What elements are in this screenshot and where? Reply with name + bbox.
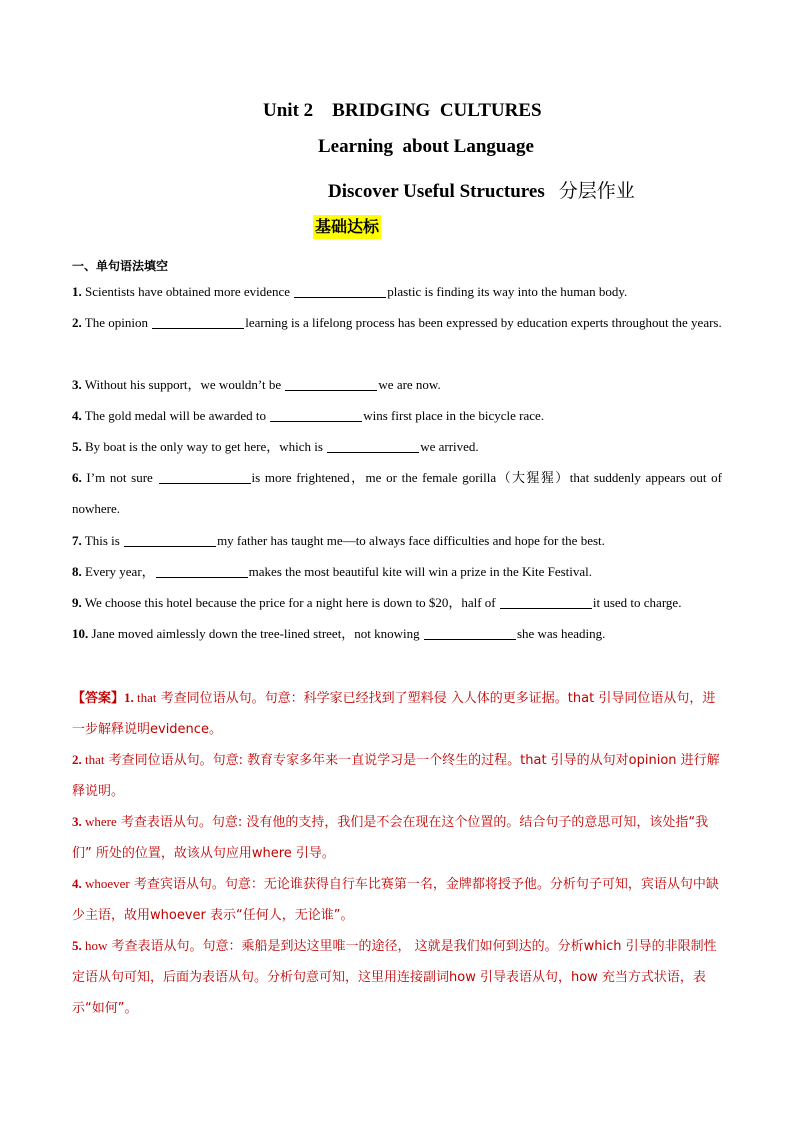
answer-blank[interactable] [270,408,362,422]
question-number: 5. [72,439,82,454]
answer-blank[interactable] [424,626,516,640]
question-text-after: plastic is finding its way into the human body. [387,284,628,299]
question-text-before: This is [81,533,124,548]
question-number: 3. [72,377,82,392]
question-item [72,307,722,338]
answer-blank[interactable] [156,564,248,578]
answer-number: 1. [124,690,134,705]
answer-number: 3. [72,814,82,829]
answer-number: 5. [72,938,82,953]
question-item [72,431,722,462]
answer-blank[interactable] [500,595,592,609]
answer-word: where [81,814,117,829]
question-text-before: Without his support，we wouldn’t be [81,377,285,392]
answer-word: that [133,690,157,705]
question-text-after: it used to charge. [592,595,682,610]
answer-blank[interactable] [159,470,251,484]
level-badge: 基础达标 [313,215,381,239]
question-number: 2. [72,315,82,330]
answer-explanation: 考查同位语从句。句意：科学家已经找到了塑料侵 入人体的更多证据。that 引导同位语从句，进一步解释说明evidence。 [72,691,716,737]
question-number: 10. [72,626,89,641]
question-number: 8. [72,564,82,579]
answer-blank[interactable] [294,284,386,298]
answer-word: that [81,752,105,767]
question-text-before: We choose this hotel because the price for a night here is down to $20，half of [81,595,499,610]
question-item [72,462,722,524]
question-text-after: is more frightened，me or the female gorilla（大猩猩）that suddenly appears out of nowhere. [72,470,722,516]
structure-title [328,176,635,203]
question-item [72,618,722,649]
question-number: 7. [72,533,82,548]
question-item [72,400,722,431]
unit-title: Unit 2 BRIDGING CULTURES [263,100,542,121]
question-text-after: we are now. [378,377,441,392]
assignment-label: 分层作业 [558,180,635,202]
answer-explanation: 考查宾语从句。句意：无论谁获得自行车比赛第一名，金牌都将授予他。分析句子可知，宾语从句中缺少主语，故用whoever 表示“任何人，无论谁”。 [72,877,719,923]
question-text-before: By boat is the only way to get here，which is [81,439,327,454]
question-number: 9. [72,595,82,610]
answer-blank[interactable] [327,439,419,453]
answer-item [72,682,722,745]
answer-item [72,868,722,931]
question-item [72,276,722,307]
question-text-after: my father has taught me—to always face difficulties and hope for the best. [217,533,605,548]
answer-tag: 【答案】 [72,691,125,706]
answer-blank[interactable] [285,377,377,391]
answer-item [72,806,722,869]
question-text-before: Scientists have obtained more evidence [81,284,294,299]
question-text-before: Jane moved aimlessly down the tree-lined street，not knowing [88,626,423,641]
answer-item [72,744,722,807]
answer-explanation: 考查表语从句。句意：乘船是到达这里唯一的途径， 这就是我们如何到达的。分析which 引导的非限制性定语从句可知，后面为表语从句。分析句意可知，这里用连接副词how 引导表语从句，how 充当方式状语，表示“如何”。 [72,939,717,1016]
question-item [72,525,722,556]
question-text-before: The gold medal will be awarded to [81,408,270,423]
question-text-after: wins first place in the bicycle race. [363,408,545,423]
answer-blank[interactable] [124,533,216,547]
answer-word: how [81,938,108,953]
answer-blank[interactable] [152,315,244,329]
section-title: 一、单句语法填空 [72,259,169,273]
lesson-title: Learning about Language [318,136,534,157]
question-number: 4. [72,408,82,423]
question-item [72,587,722,618]
question-item [72,369,722,400]
answer-number: 2. [72,752,82,767]
question-text-after: she was heading. [516,626,606,641]
answer-explanation: 考查表语从句。句意: 没有他的支持，我们是不会在现在这个位置的。结合句子的意思可知，该处指“我们” 所处的位置，故该从句应用where 引导。 [72,815,709,861]
question-number: 6. [72,470,82,485]
question-item [72,556,722,587]
answer-item [72,930,722,1024]
question-text-after: we arrived. [420,439,479,454]
question-text-after: makes the most beautiful kite will win a prize in the Kite Festival. [248,564,593,579]
answer-word: whoever [81,876,130,891]
answer-number: 4. [72,876,82,891]
question-number: 1. [72,284,82,299]
question-text-before: The opinion [81,315,152,330]
question-text-before: Every year， [81,564,155,579]
question-text-after: learning is a lifelong process has been expressed by education experts throughout the years. [245,315,722,330]
structure-title-text: Discover Useful Structures [328,181,545,202]
answer-explanation: 考查同位语从句。句意: 教育专家多年来一直说学习是一个终生的过程。that 引导的从句对opinion 进行解释说明。 [72,753,720,799]
question-text-before: I’m not sure [81,470,158,485]
